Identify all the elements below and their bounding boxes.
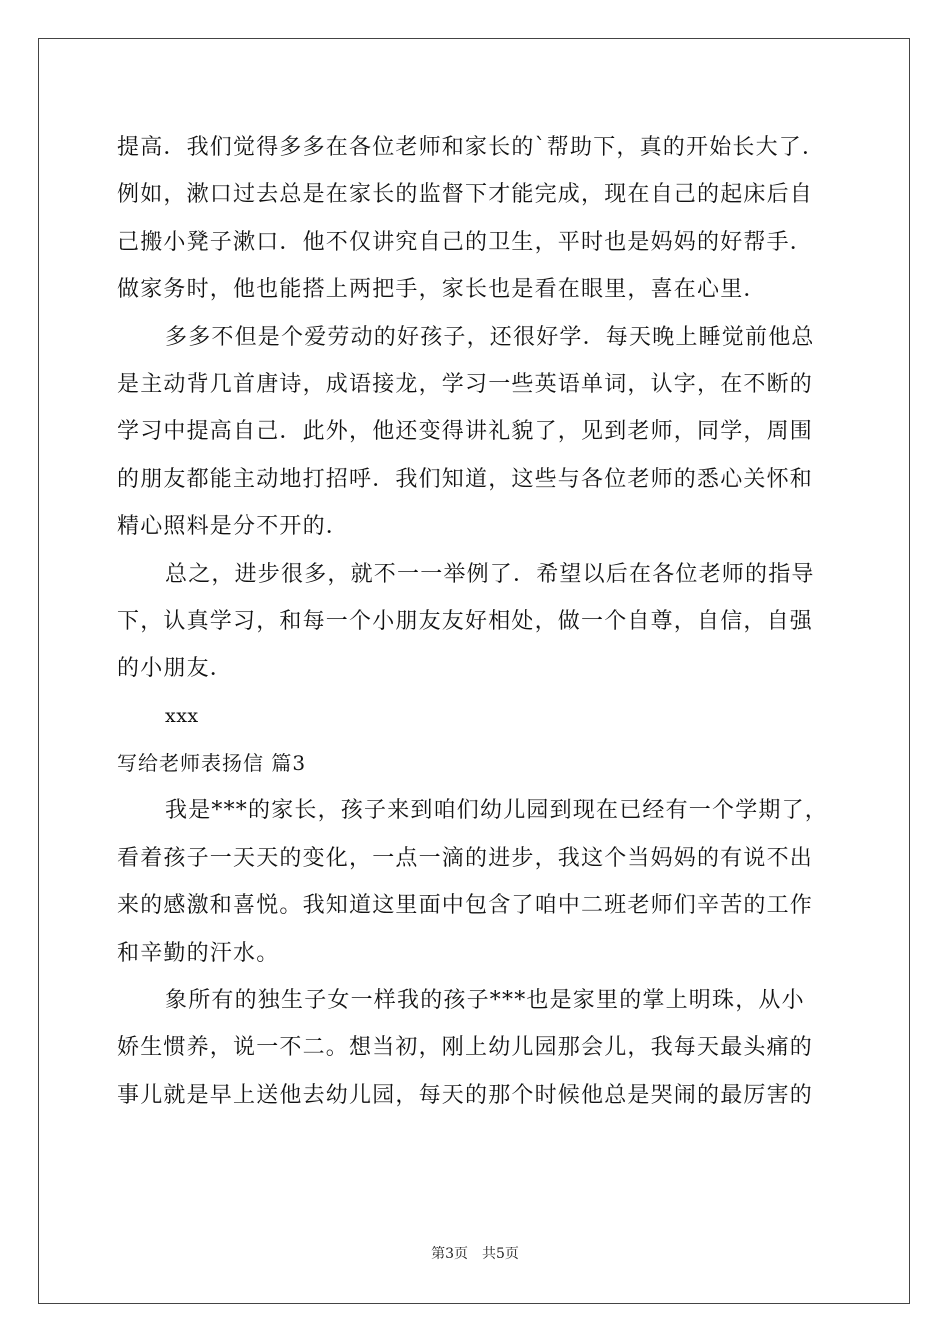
paragraph-group-1 [117,124,837,693]
text-line: 总之，进步很多，就不一一举例了．希望以后在各位老师的指导 [165,561,815,587]
text-line: 象所有的独生子女一样我的孩子***也是家里的掌上明珠，从小 [165,988,805,1014]
text-line: 来的感激和喜悦。我知道这里面中包含了咱中二班老师们辛苦的工作 [117,893,814,919]
document-body [117,124,837,1119]
text-line: 学习中提高自己．此外，他还变得讲礼貌了，见到老师，同学，周围 [117,419,814,445]
text-line: 看着孩子一天天的变化，一点一滴的进步，我这个当妈妈的有说不出 [117,845,814,871]
text-line: 己搬小凳子漱口．他不仅讲究自己的卫生，平时也是妈妈的好帮手． [117,229,814,255]
text-line: 多多不但是个爱劳动的好孩子，还很好学．每天晚上睡觉前他总 [165,324,815,350]
text-line: 例如，漱口过去总是在家长的监督下才能完成，现在自己的起床后自 [117,182,814,208]
text-line: 的小朋友． [117,656,234,682]
text-line: 事儿就是早上送他去幼儿园，每天的那个时候他总是哭闹的最厉害的 [117,1082,814,1108]
text-line: 下，认真学习，和每一个小朋友友好相处，做一个自尊，自信，自强 [117,608,814,634]
text-line: 我是***的家长，孩子来到咱们幼儿园到现在已经有一个学期了， [165,798,829,824]
text-line: 提高．我们觉得多多在各位老师和家长的`帮助下，真的开始长大了． [117,135,826,160]
signature: xxx [165,704,199,727]
paragraph-group-2 [117,787,837,1119]
text-line: 和辛勤的汗水。 [117,940,280,966]
section-heading: 写给老师表扬信 篇3 [117,751,307,776]
text-line: 是主动背几首唐诗，成语接龙，学习一些英语单词，认字，在不断的 [117,371,814,397]
text-line: 做家务时，他也能搭上两把手，家长也是看在眼里，喜在心里． [117,277,767,303]
text-line: 精心照料是分不开的． [117,514,350,540]
text-line: 的朋友都能主动地打招呼．我们知道，这些与各位老师的悉心关怀和 [117,466,814,492]
page-number: 第3页 共5页 [431,1246,519,1262]
text-line: 娇生惯养，说一不二。想当初，刚上幼儿园那会儿，我每天最头痛的 [117,1035,814,1061]
